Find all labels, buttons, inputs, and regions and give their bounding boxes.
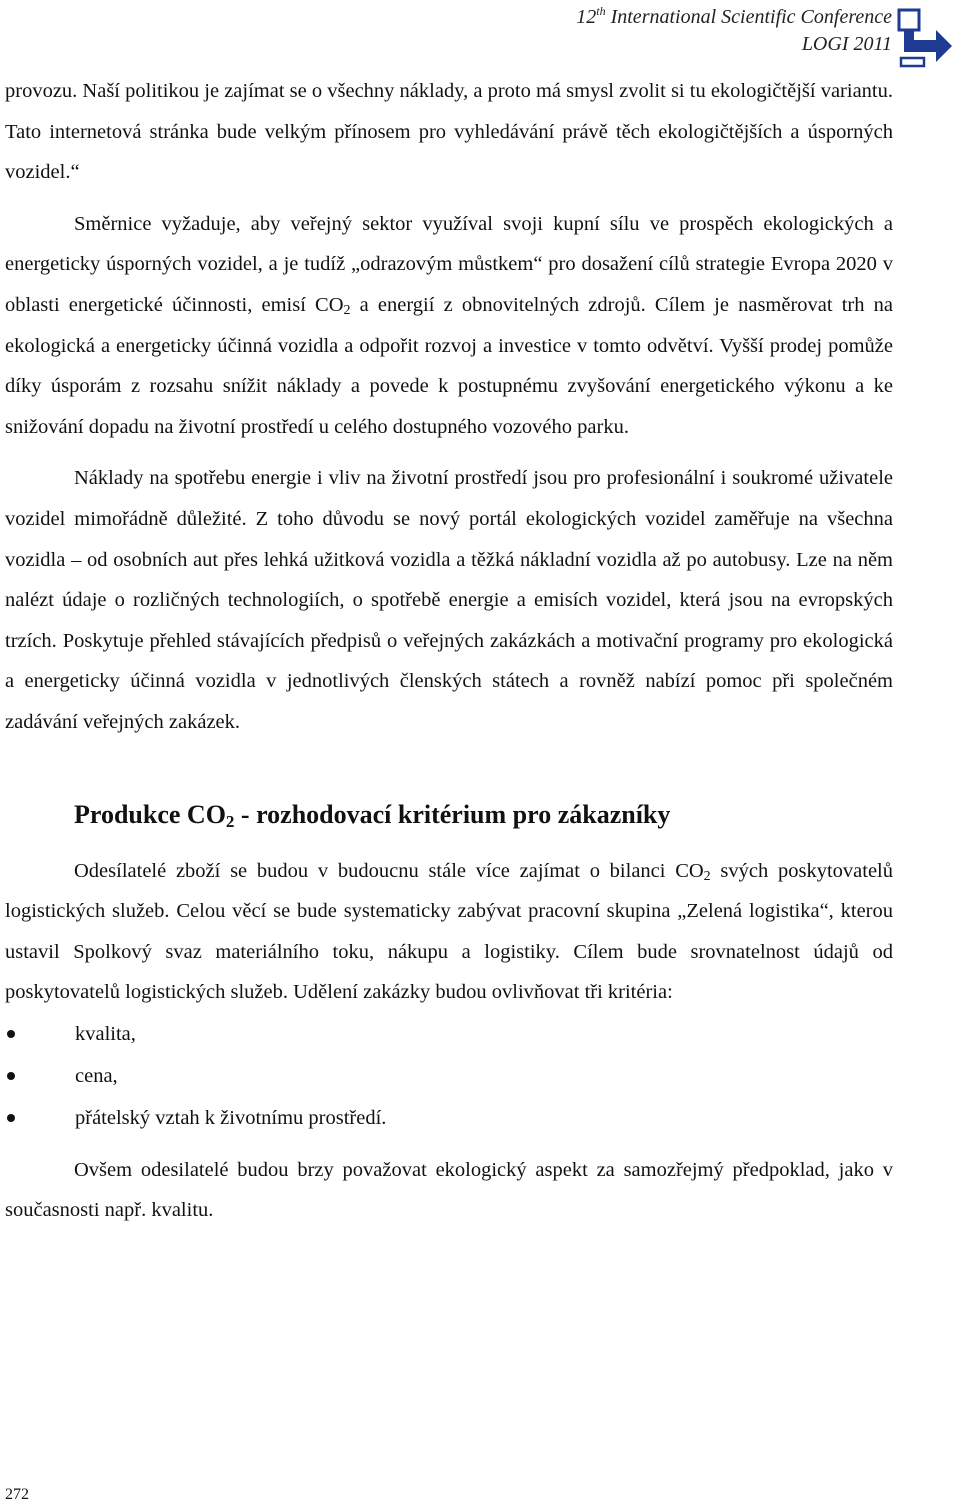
running-header (576, 4, 892, 58)
paragraph-text: svých poskytovatelů logistických služeb. Celou věcí se bude systematicky zabývat pracovní skupina „Zelená logistika“, kterou ustavil Spolkový svaz materiálního toku, nákupu a logistiky. Cílem bude srovnatelnost údajů od poskytovatelů logistických služeb. Udělení zakázky budou ovlivňovat tři kritéria: (5, 859, 893, 1004)
conference-ordinal-suffix: th (596, 4, 606, 18)
conference-title (576, 4, 892, 31)
paragraph-continuation: provozu. Naší politikou je zajímat se o všechny náklady, a proto má smysl zvolit si tu ekologičtější variantu. Tato internetová stránka bude velkým přínosem pro vyhledávání právě těch ekologičtějších a úsporných vozidel.“ (5, 80, 893, 184)
list-item: přátelský vztah k životnímu prostředí. (5, 1097, 893, 1139)
criteria-list (5, 1013, 893, 1139)
co2-subscript: 2 (343, 302, 351, 318)
list-item: kvalita, (5, 1013, 893, 1055)
logi-conference-logo-icon (896, 6, 956, 70)
co2-subscript: 2 (703, 868, 711, 884)
paragraph-directive (5, 204, 893, 448)
page-number: 272 (5, 1486, 29, 1503)
section-heading (74, 795, 893, 835)
paragraph-shippers (5, 851, 893, 1013)
co2-subscript: 2 (225, 811, 235, 831)
paragraph-portal: Náklady na spotřebu energie i vliv na životní prostředí jsou pro profesionální i soukromé uživatele vozidel mimořádně důležité. Z toho důvodu se nový portál ekologických vozidel zaměřuje na všechna vozidla – od osobních aut přes lehká užitková vozidla a těžká nákladní vozidla až po autobusy. Lze na něm nalézt údaje o rozličných technologiích, o spotřebě energie a emisích vozidel, která jsou na evropských trzích. Poskytuje přehled stávajících předpisů o veřejných zakázkách a motivační programy pro ekologická a energeticky účinná vozidla v jednotlivých členských státech a rovněž nabízí pomoc při společném zadávání veřejných zakázek. (5, 467, 893, 733)
paragraph-text: Odesílatelé zboží se budou v budoucnu stále více zajímat o bilanci CO (74, 859, 704, 882)
paragraph-text: Směrnice vyžaduje, aby veřejný sektor využíval svoji kupní sílu ve prospěch ekologických a energeticky úsporných vozidel, a je tudíž „odrazovým můstkem“ pro dosažení cílů strategie Evropa 2020 v oblasti energetické účinnosti, emisí CO (5, 212, 893, 316)
body-text (5, 71, 893, 1231)
list-item: cena, (5, 1055, 893, 1097)
heading-text: Produkce CO (74, 799, 226, 829)
paragraph-conclusion: Ovšem odesilatelé budou brzy považovat ekologický aspekt za samozřejmý předpoklad, jako v současnosti např. kvalitu. (5, 1158, 893, 1222)
conference-short-name: LOGI 2011 (801, 33, 892, 55)
conference-number: 12 (576, 6, 597, 28)
conference-name: International Scientific Conference (610, 6, 892, 28)
paragraph-text: a energií z obnovitelných zdrojů. Cílem je nasměrovat trh na ekologická a energeticky účinná vozidla a odpořit rozvoj a investice v tomto odvětví. Vyšší prodej pomůže díky úsporám z rozsahu snížit náklady a povede k postupnému zvyšování energetického výkonu a ke snižování dopadu na životní prostředí u celého dostupného vozového parku. (5, 293, 893, 438)
heading-text: - rozhodovací kritérium pro zákazníky (234, 799, 671, 829)
